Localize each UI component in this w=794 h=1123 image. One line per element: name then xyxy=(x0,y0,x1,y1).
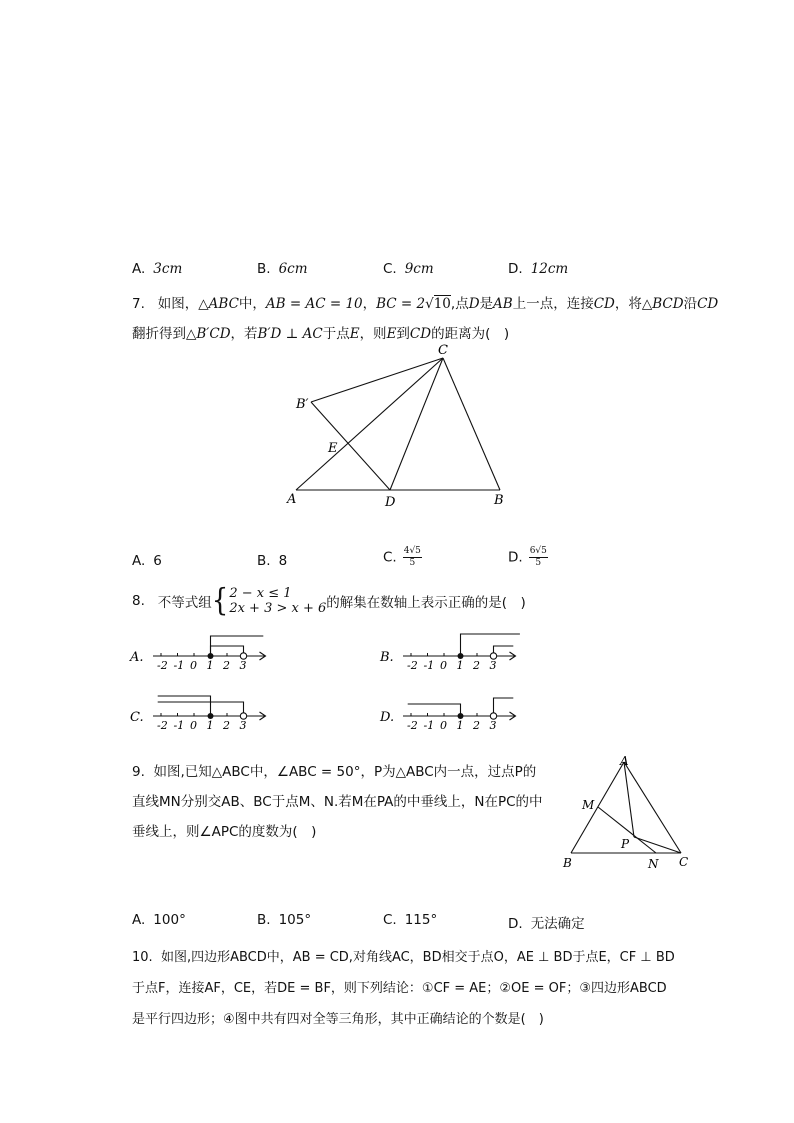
solid-dot xyxy=(208,713,214,719)
label-c: C xyxy=(438,343,448,358)
q8-number-lines xyxy=(125,628,545,738)
solid-dot xyxy=(458,653,464,659)
tick-label: 1 xyxy=(456,659,464,672)
q10-line2: 于点F，连接AF，CE，若DE = BF，则下列结论：①CF = AE；②OE = OF；③四边形ABCD xyxy=(132,981,667,996)
hollow-dot xyxy=(490,653,496,659)
hollow-dot xyxy=(240,713,246,719)
label-b: B xyxy=(494,493,504,508)
number-line-option-b[interactable] xyxy=(379,634,520,672)
tick-label: -1 xyxy=(423,659,435,672)
tick-label: -1 xyxy=(423,719,435,732)
tick-label: 3 xyxy=(239,659,247,672)
q9-line3: 垂线上，则∠APC的度数为( ) xyxy=(132,824,317,840)
q6-option-d[interactable]: D. 12cm xyxy=(508,261,569,277)
tick-label: 2 xyxy=(223,719,230,732)
q6-option-a[interactable]: A. 3cm xyxy=(132,261,183,277)
tick-label: -1 xyxy=(173,719,185,732)
tick-label: 2 xyxy=(473,659,480,672)
q9-line1: 9. 如图,已知△ABC中，∠ABC = 50°，P为△ABC内一点，过点P的 xyxy=(132,764,537,780)
number-line-option-a[interactable] xyxy=(129,636,266,672)
tick-label: -2 xyxy=(157,719,168,732)
q6-option-b[interactable]: B. 6cm xyxy=(257,261,308,277)
q7-option-b[interactable]: B. 8 xyxy=(257,553,288,569)
label-a: A xyxy=(620,754,629,768)
q7-triangle-figure xyxy=(280,340,520,515)
q9-option-b[interactable]: B. 105° xyxy=(257,912,312,928)
tick-label: 0 xyxy=(190,659,197,672)
tick-label: 1 xyxy=(456,719,464,732)
tick-label: 0 xyxy=(440,719,447,732)
hollow-dot xyxy=(240,653,246,659)
solid-dot xyxy=(458,713,464,719)
tick-label: 0 xyxy=(190,719,197,732)
option-letter: C. xyxy=(130,710,144,725)
q10-text xyxy=(132,942,675,1035)
q8-text: 8. 不等式组{ 2 − x ≤ 1 2x + 3 > x + 6 的解集在数轴上表示正确的是( ) xyxy=(132,583,526,619)
tick-label: 2 xyxy=(473,719,480,732)
tick-label: 2 xyxy=(223,659,230,672)
tick-label: -2 xyxy=(407,719,418,732)
number-line-option-c[interactable] xyxy=(130,696,266,732)
label-b-prime: B′ xyxy=(296,397,309,412)
q7-option-d[interactable]: D. $\frac{6√5}{5}$ xyxy=(508,546,547,568)
label-a: A xyxy=(287,492,297,507)
solution-bracket xyxy=(158,702,244,716)
tick-label: 1 xyxy=(206,659,214,672)
solution-bracket xyxy=(408,704,461,716)
solution-bracket xyxy=(494,698,514,716)
solid-dot xyxy=(208,653,214,659)
option-letter: D. xyxy=(380,710,395,725)
label-p: P xyxy=(621,837,630,851)
tick-label: -1 xyxy=(173,659,185,672)
label-e: E xyxy=(328,441,338,456)
option-letter: A. xyxy=(130,650,144,665)
q9-option-c[interactable]: C. 115° xyxy=(383,912,438,928)
number-line-option-d[interactable] xyxy=(379,698,516,732)
q10-line1: 10. 如图,四边形ABCD中，AB = CD,对角线AC，BD相交于点O，AE ⊥ BD于点E，CF ⊥ BD xyxy=(132,950,675,965)
q9-option-d[interactable]: D. 无法确定 xyxy=(508,916,585,932)
label-c: C xyxy=(679,855,689,869)
solution-bracket xyxy=(158,696,211,716)
label-b: B xyxy=(563,856,572,870)
tick-label: -2 xyxy=(407,659,418,672)
label-n: N xyxy=(648,857,659,871)
q6-option-c[interactable]: C. 9cm xyxy=(383,261,434,277)
q9-option-a[interactable]: A. 100° xyxy=(132,912,186,928)
hollow-dot xyxy=(490,713,496,719)
tick-label: 3 xyxy=(489,719,497,732)
tick-label: 3 xyxy=(489,659,497,672)
q9-triangle-figure xyxy=(560,752,700,877)
q10-line3: 是平行四边形；④图中共有四对全等三角形，其中正确结论的个数是( ) xyxy=(132,1012,544,1027)
q7-text-line2: 翻折得到△B′CD，若B′D ⊥ AC于点E，则E到CD的距离为( ) xyxy=(132,326,510,342)
q7-option-a[interactable]: A. 6 xyxy=(132,553,162,569)
q7-option-c[interactable]: C. $\frac{4√5}{5}$ xyxy=(383,546,421,568)
tick-label: -2 xyxy=(157,659,168,672)
tick-label: 3 xyxy=(239,719,247,732)
tick-label: 1 xyxy=(206,719,214,732)
q9-text xyxy=(132,757,562,847)
q7-text-line1: 7. 如图，△ABC中，AB = AC = 10，BC = 2√10,点D是AB上一点，连接CD，将△BCD沿CD xyxy=(132,296,719,312)
option-letter: B. xyxy=(380,650,394,665)
label-m: M xyxy=(582,798,595,812)
tick-label: 0 xyxy=(440,659,447,672)
q9-line2: 直线MN分别交AB、BC于点M、N.若M在PA的中垂线上，N在PC的中 xyxy=(132,794,543,810)
label-d: D xyxy=(385,495,396,510)
